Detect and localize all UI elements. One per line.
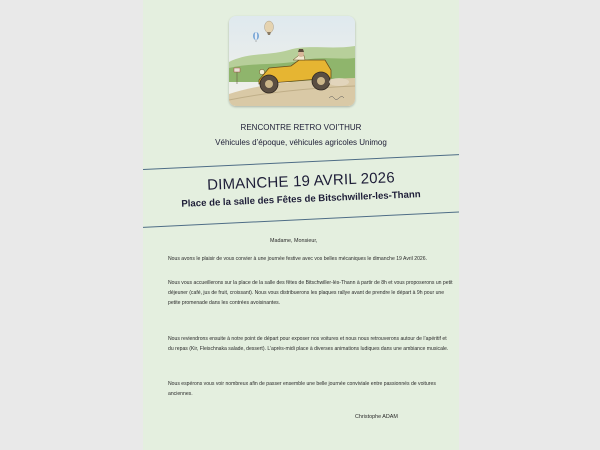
event-date: DIMANCHE 19 AVRIL 2026 <box>206 169 396 194</box>
letter-salutation: Madame, Monsieur, <box>270 238 318 244</box>
flyer-sheet <box>143 0 459 450</box>
letter-paragraph: Nous avons le plaisir de vous convier à une journée festive avec vos belles mécaniques le dimanche 19 Avril 2026. <box>168 256 427 262</box>
vintage-car-illustration <box>229 16 355 106</box>
event-place: Place de la salle des Fêtes de Bitschwiller-les-Thann <box>181 189 421 210</box>
vintage-car-icon <box>229 16 355 106</box>
letter-paragraph: Nous espérons vous voir nombreux afin de passer ensemble une belle journée conviviale entre passionnés de voitures anciennes. <box>168 381 436 397</box>
event-name: RENCONTRE RETRO VOI’THUR <box>240 123 362 132</box>
letter-signature: Christophe ADAM <box>355 414 398 420</box>
letter-paragraph: Nous vous accueillerons sur la place de la salle des fêtes de Bitschwiller-lès-Thann à partir de 8h et vous proposerons un petit déjeuner (café, jus de fruit, croissant). Nous vous distribuerons les plaques rallye avant de prendre le départ à 9h pour une petite promenade dans les contrées avoisinantes. <box>168 280 453 306</box>
divider-bottom <box>143 211 459 228</box>
event-subtitle: Véhicules d’époque, véhicules agricoles Unimog <box>215 138 387 147</box>
letter-paragraph: Nous reviendrons ensuite à notre point de départ pour exposer nos voitures et nous nous retrouverons autour de l’apéritif et du repas (Kir, Fleischnaka salade, dessert). L’après-midi place à diverses animations ludiques dans une ambiance musicale. <box>168 336 449 352</box>
